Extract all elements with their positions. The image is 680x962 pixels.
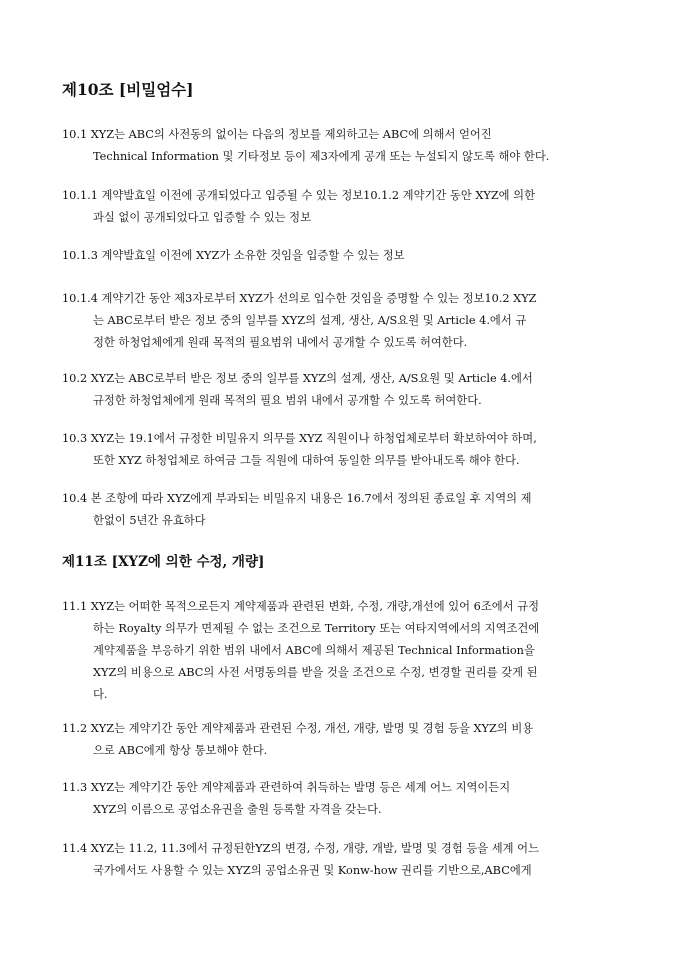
clause-10-1 xyxy=(62,124,624,168)
article-11-heading: 제11조 [XYZ에 의한 수정, 개량] xyxy=(62,554,265,570)
clause-line: 으로 ABC에게 항상 통보해야 한다. xyxy=(93,744,268,757)
clause-line: XYZ의 이름으로 공업소유권을 출원 등록할 자격을 갖는다. xyxy=(93,803,382,816)
clause-line: 10.1.3 계약발효일 이전에 XYZ가 소유한 것임을 입증할 수 있는 정보 xyxy=(62,249,405,262)
clause-10-1-3 xyxy=(62,245,624,267)
clause-line: 11.4 XYZ는 11.2, 11.3에서 규정된한YZ의 변경, 수정, 개량, 개발, 발명 및 경험 등을 세계 어느 xyxy=(62,842,539,855)
clause-10-1-1 xyxy=(62,185,624,229)
clause-line: 10.3 XYZ는 19.1에서 규정한 비밀유지 의무를 XYZ 직원이나 하청업체로부터 확보하여야 하며, xyxy=(62,432,537,445)
clause-line: 는 ABC로부터 받은 정보 중의 일부를 XYZ의 설계, 생산, A/S요원 및 Article 4.에서 규 xyxy=(93,314,527,327)
clause-line: 11.2 XYZ는 계약기간 동안 계약제품과 관련된 수정, 개선, 개량, 발명 및 경험 등을 XYZ의 비용 xyxy=(62,722,534,735)
clause-line: 국가에서도 사용할 수 있는 XYZ의 공업소유권 및 Konw-how 권리를 기반으로,ABC에게 xyxy=(93,864,532,877)
clause-line: 하는 Royalty 의무가 면제될 수 없는 조건으로 Territory 또는 여타지역에서의 지역조건에 xyxy=(93,622,540,635)
clause-11-2 xyxy=(62,718,624,762)
clause-line: 11.3 XYZ는 계약기간 동안 계약제품과 관련하여 취득하는 발명 등은 세계 어느 지역이든지 xyxy=(62,781,511,794)
clause-10-1-4 xyxy=(62,288,624,354)
clause-line: 과실 없이 공개되었다고 입증할 수 있는 정보 xyxy=(93,211,311,224)
clause-line: XYZ의 비용으로 ABC의 사전 서명동의를 받을 것을 조건으로 수정, 변경할 권리를 갖게 된 xyxy=(93,666,538,679)
clause-line: 정한 하청업체에게 원래 목적의 필요범위 내에서 공개할 수 있도록 허여한다. xyxy=(93,336,468,349)
article-10-heading: 제10조 [비밀엄수] xyxy=(62,80,194,99)
clause-line: 계약제품을 부응하기 위한 범위 내에서 ABC에 의해서 제공된 Technical Information을 xyxy=(93,644,535,657)
clause-line: 규정한 하청업체에게 원래 목적의 필요 범위 내에서 공개할 수 있도록 허여한다. xyxy=(93,394,482,407)
clause-11-1 xyxy=(62,596,624,706)
clause-line: Technical Information 및 기타정보 등이 제3자에게 공개 또는 누설되지 않도록 해야 한다. xyxy=(93,150,550,163)
clause-line: 10.4 본 조항에 따라 XYZ에게 부과되는 비밀유지 내용은 16.7에서 정의된 종료일 후 지역의 제 xyxy=(62,492,532,505)
clause-11-4 xyxy=(62,838,624,882)
clause-10-3 xyxy=(62,428,624,472)
clause-line: 10.2 XYZ는 ABC로부터 받은 정보 중의 일부를 XYZ의 설계, 생산, A/S요원 및 Article 4.에서 xyxy=(62,372,533,385)
clause-10-2 xyxy=(62,368,624,412)
clause-10-4 xyxy=(62,488,624,532)
clause-line: 10.1 XYZ는 ABC의 사전동의 없이는 다음의 정보를 제외하고는 ABC에 의해서 얻어진 xyxy=(62,128,492,141)
clause-line: 또한 XYZ 하청업체로 하여금 그들 직원에 대하여 동일한 의무를 받아내도록 해야 한다. xyxy=(93,454,520,467)
clause-11-3 xyxy=(62,777,624,821)
clause-line: 11.1 XYZ는 어떠한 목적으로든지 계약제품과 관련된 변화, 수정, 개량,개선에 있어 6조에서 규정 xyxy=(62,600,540,613)
clause-line: 다. xyxy=(93,688,108,701)
clause-line: 10.1.1 계약발효일 이전에 공개되었다고 입증될 수 있는 정보10.1.2 계약기간 동안 XYZ에 의한 xyxy=(62,189,536,202)
clause-line: 10.1.4 계약기간 동안 제3자로부터 XYZ가 선의로 입수한 것임을 증명할 수 있는 정보10.2 XYZ xyxy=(62,292,537,305)
clause-line: 한없이 5년간 유효하다 xyxy=(93,514,206,527)
